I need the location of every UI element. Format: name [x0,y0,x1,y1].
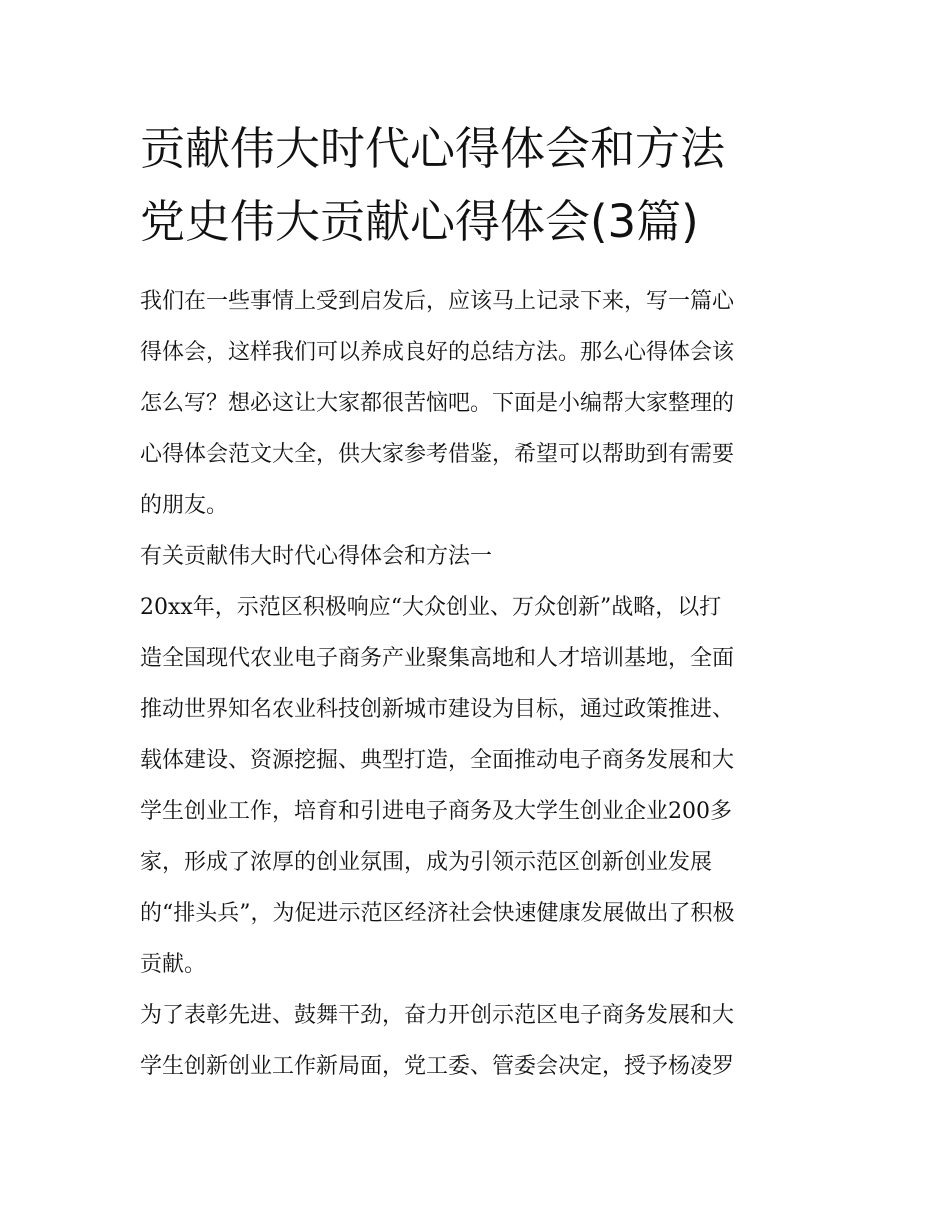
body-line: 我们在一些事情上受到启发后，应该马上记录下来，写一篇心 [140,289,735,314]
body-line: 学生创新创业工作新局面，党工委、管委会决定，授予杨凌罗 [140,1054,735,1079]
section-heading: 有关贡献伟大时代心得体会和方法一 [140,544,493,569]
body-line: 得体会，这样我们可以养成良好的总结方法。那么心得体会该 [140,340,735,365]
body-line: 家，形成了浓厚的创业氛围，成为引领示范区创新创业发展 [140,850,713,875]
body-line: 推动世界知名农业科技创新城市建设为目标，通过政策推进、 [140,697,735,722]
body-line: 20xx年，示范区积极响应“大众创业、万众创新”战略，以打 [140,595,722,620]
body-line: 的“排头兵”，为促进示范区经济社会快速健康发展做出了积极 [140,901,735,926]
document-title [140,112,830,258]
title-line-1: 贡献伟大时代心得体会和方法 [140,122,726,175]
document-body [140,276,820,1092]
body-line: 学生创业工作，培育和引进电子商务及大学生创业企业200多 [140,799,732,824]
body-line: 载体建设、资源挖掘、典型打造，全面推动电子商务发展和大 [140,748,735,773]
title-line-2: 党史伟大贡献心得体会(3篇) [140,195,699,248]
body-line: 为了表彰先进、鼓舞干劲，奋力开创示范区电子商务发展和大 [140,1003,735,1028]
body-line: 的朋友。 [140,493,229,518]
body-line: 心得体会范文大全，供大家参考借鉴，希望可以帮助到有需要 [140,442,735,467]
body-line: 造全国现代农业电子商务产业聚集高地和人才培训基地，全面 [140,646,735,671]
body-line: 怎么写？想必这让大家都很苦恼吧。下面是小编帮大家整理的 [140,391,735,416]
body-line: 贡献。 [140,952,207,977]
